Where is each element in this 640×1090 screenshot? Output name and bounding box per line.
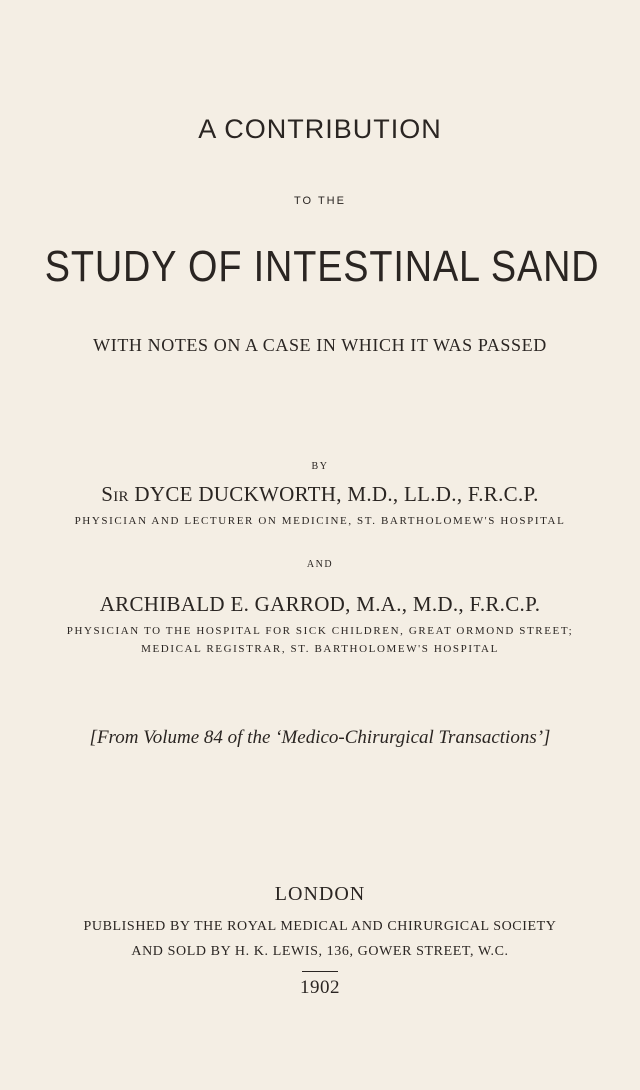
- second-author-affiliation-line-1: PHYSICIAN TO THE HOSPITAL FOR SICK CHILDREN, GREAT ORMOND STREET;: [66, 625, 574, 637]
- title-line-2: TO THE: [294, 195, 346, 207]
- main-title: STUDY OF INTESTINAL SAND: [44, 242, 600, 291]
- honorific-rest: IR: [113, 489, 129, 505]
- and-label: AND: [306, 559, 334, 570]
- first-author: [0, 484, 640, 505]
- second-author: ARCHIBALD E. GARROD, M.A., M.D., F.R.C.P.: [99, 592, 541, 616]
- imprint-year: 1902: [300, 977, 340, 998]
- honorific-initial: S: [101, 482, 114, 506]
- first-author-name: DYCE DUCKWORTH, M.D., LL.D., F.R.C.P.: [128, 482, 539, 506]
- title-line-1: A CONTRIBUTION: [198, 114, 442, 144]
- subtitle: WITH NOTES ON A CASE IN WHICH IT WAS PASSED: [93, 335, 547, 355]
- by-label: BY: [311, 461, 329, 472]
- source-note: [From Volume 84 of the ‘Medico-Chirurgical Transactions’]: [89, 727, 551, 748]
- imprint-publisher-line-2: AND SOLD BY H. K. LEWIS, 136, GOWER STREET, W.C.: [131, 944, 509, 959]
- imprint-publisher-line-1: PUBLISHED BY THE ROYAL MEDICAL AND CHIRURGICAL SOCIETY: [83, 919, 557, 934]
- second-author-affiliation-line-2: MEDICAL REGISTRAR, ST. BARTHOLOMEW'S HOSPITAL: [141, 643, 499, 655]
- imprint-rule: [302, 971, 338, 972]
- first-author-affiliation: PHYSICIAN AND LECTURER ON MEDICINE, ST. BARTHOLOMEW'S HOSPITAL: [74, 515, 566, 527]
- imprint-city: LONDON: [274, 883, 366, 905]
